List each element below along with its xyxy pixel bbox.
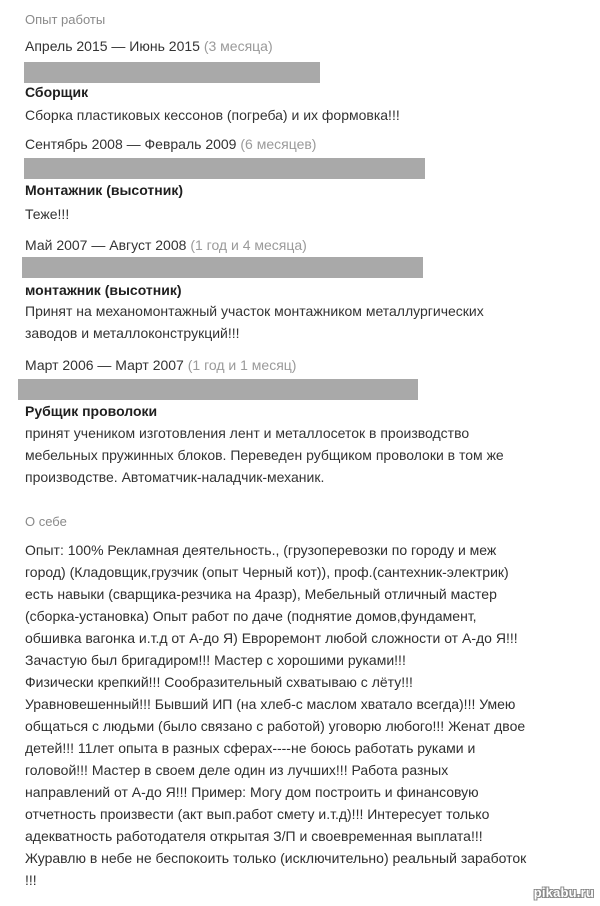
experience-heading: Опыт работы <box>25 12 106 27</box>
job-position: Монтажник (высотник) <box>25 182 183 198</box>
job-period <box>25 136 316 152</box>
about-text <box>25 539 595 891</box>
job-description-line: Принят на механомонтажный участок монтажником металлургических <box>25 303 484 319</box>
job-dates: Апрель 2015 — Июнь 2015 <box>25 38 200 54</box>
about-line: Физически крепкий!!! Сообразительный схватываю с лёту!!! <box>25 674 413 690</box>
about-line: отчетность произвести (акт вып.работ смету и.т.д)!!! Интересует только <box>25 806 490 822</box>
job-description-line: производстве. Автоматчик-наладчик-механик. <box>25 469 325 485</box>
job-dates: Сентябрь 2008 — Февраль 2009 <box>25 136 237 152</box>
job-dates: Март 2006 — Март 2007 <box>25 357 184 373</box>
watermark: pikabu.ru <box>533 885 594 900</box>
redacted-employer <box>18 379 418 400</box>
job-description <box>25 422 585 488</box>
about-line: Журавлю в небе не беспокоить только (исключительно) реальный заработок <box>25 850 527 866</box>
job-description-line: заводов и металлоконструкций!!! <box>25 325 240 341</box>
redacted-employer <box>24 158 425 179</box>
job-duration: (6 месяцев) <box>240 136 317 152</box>
job-position: Рубщик проволоки <box>25 403 158 419</box>
job-description-line: Сборка пластиковых кессонов (погреба) и их формовка!!! <box>25 107 400 123</box>
about-line: Зачастую был бригадиром!!! Мастер с хорошими руками!!! <box>25 652 406 668</box>
job-position: монтажник (высотник) <box>25 282 182 298</box>
job-dates: Май 2007 — Август 2008 <box>25 237 187 253</box>
about-line: !!! <box>25 872 37 888</box>
job-period <box>25 357 296 373</box>
about-line: город) (Кладовщик,грузчик (опыт Черный кот)), проф.(сантехник-электрик) <box>25 564 509 580</box>
about-line: общаться с людьми (было связано с работой) уговорю любого!!! Женат двое <box>25 718 526 734</box>
about-line: Опыт: 100% Рекламная деятельность., (грузоперевозки по городу и меж <box>25 542 497 558</box>
job-duration: (1 год и 4 месяца) <box>190 237 307 253</box>
job-duration: (3 месяца) <box>203 38 273 54</box>
redacted-employer <box>22 257 423 278</box>
about-line: есть навыки (сварщика-резчика на 4разр), Мебельный отличный мастер <box>25 586 497 602</box>
redacted-employer <box>24 62 320 83</box>
job-description-line: Теже!!! <box>25 206 70 222</box>
job-description <box>25 203 585 225</box>
about-line: обшивка вагонка и.т.д от А-до Я) Евроремонт любой сложности от А-до Я!!! <box>25 630 518 646</box>
about-line: (сборка-установка) Опыт работ по даче (поднятие домов,фундамент, <box>25 608 477 624</box>
job-period <box>25 38 273 54</box>
about-line: адекватность работодателя открытая З/П и своевременная выплата!!! <box>25 828 483 844</box>
about-line: головой!!! Мастер в своем деле один из лучших!!! Работа разных <box>25 762 449 778</box>
job-description-line: принят учеником изготовления лент и металлосеток в производство <box>25 425 470 441</box>
job-period <box>25 237 307 253</box>
about-line: Уравновешенный!!! Бывший ИП (на хлеб-с маслом хватало всегда)!!! Умею <box>25 696 516 712</box>
job-description <box>25 104 585 126</box>
job-position: Сборщик <box>25 84 89 100</box>
about-line: детей!!! 11лет опыта в разных сферах----не боюсь работать руками и <box>25 740 476 756</box>
about-line: направлений от А-до Я!!! Пример: Могу дом построить и финансовую <box>25 784 479 800</box>
job-description <box>25 300 585 344</box>
job-duration: (1 год и 1 месяц) <box>187 357 297 373</box>
about-heading: О себе <box>25 514 67 529</box>
job-description-line: мебельных пружинных блоков. Переведен рубщиком проволоки в том же <box>25 447 504 463</box>
